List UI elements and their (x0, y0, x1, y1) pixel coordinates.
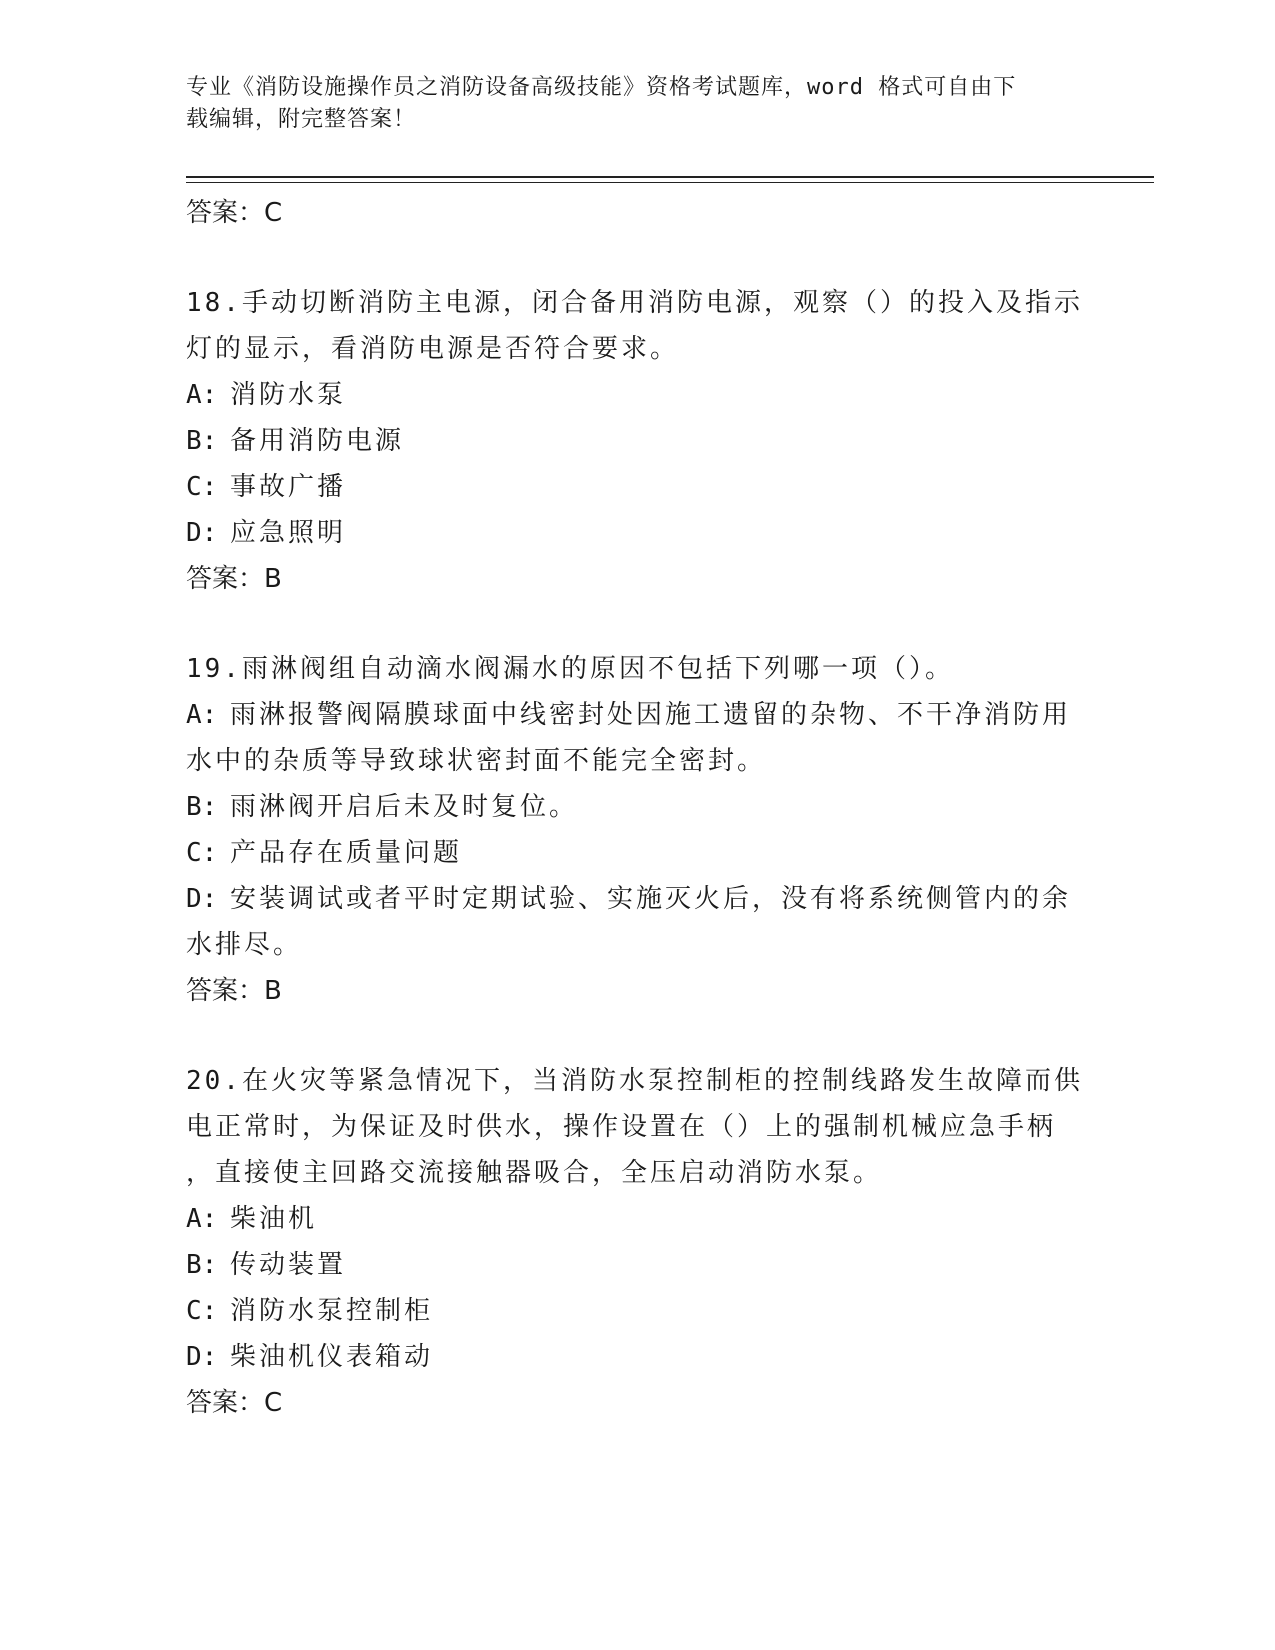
option-key: C: (186, 838, 218, 868)
option-c (186, 464, 1086, 510)
question-stem-line: 18.手动切断消防主电源，闭合备用消防电源，观察（）的投入及指示 (186, 288, 1083, 318)
option-key: B: (186, 426, 218, 456)
option-key: D: (186, 884, 218, 914)
page-header (186, 72, 1086, 136)
option-text: 雨淋阀开启后未及时复位。 (230, 792, 579, 822)
header-line-1: 专业《消防设施操作员之消防设备高级技能》资格考试题库，word 格式可自由下 (186, 75, 1017, 100)
option-continuation-line: 水中的杂质等导致球状密封面不能完全密封。 (186, 746, 767, 776)
option-text: 柴油机仪表箱动 (230, 1342, 434, 1372)
option-text: 安装调试或者平时定期试验、实施灭火后，没有将系统侧管内的余 (230, 884, 1072, 914)
question-block (186, 646, 1086, 1014)
option-key: B: (186, 1250, 218, 1280)
option-c (186, 1288, 1086, 1334)
option-key: C: (186, 472, 218, 502)
header-divider (186, 176, 1154, 183)
option-text: 产品存在质量问题 (230, 838, 463, 868)
option-d (186, 510, 1086, 556)
option-text: 事故广播 (230, 472, 347, 502)
option-key: A: (186, 380, 218, 410)
answer-line: 答案：C (186, 198, 283, 228)
option-d (186, 876, 1086, 922)
option-b (186, 784, 1086, 830)
option-key: A: (186, 700, 218, 730)
option-c (186, 830, 1086, 876)
option-text: 雨淋报警阀隔膜球面中线密封处因施工遗留的杂物、不干净消防用 (230, 700, 1072, 730)
option-a (186, 692, 1086, 738)
question-list (186, 190, 1086, 1426)
spacer (186, 602, 1086, 646)
question-stem-line: 20.在火灾等紧急情况下，当消防水泵控制柜的控制线路发生故障而供 (186, 1066, 1083, 1096)
option-a (186, 1196, 1086, 1242)
option-key: D: (186, 1342, 218, 1372)
option-text: 柴油机 (230, 1204, 318, 1234)
question-stem-line: 电正常时，为保证及时供水，操作设置在（）上的强制机械应急手柄 (186, 1112, 1057, 1142)
question-stem-line: 19.雨淋阀组自动滴水阀漏水的原因不包括下列哪一项（）。 (186, 654, 954, 684)
header-line-2: 载编辑，附完整答案！ (186, 107, 417, 132)
option-text: 应急照明 (230, 518, 347, 548)
option-b (186, 418, 1086, 464)
option-b (186, 1242, 1086, 1288)
answer-line: 答案：C (186, 1388, 283, 1418)
option-key: D: (186, 518, 218, 548)
option-key: B: (186, 792, 218, 822)
question-block (186, 1058, 1086, 1426)
option-a (186, 372, 1086, 418)
option-text: 备用消防电源 (230, 426, 405, 456)
question-stem-line: 灯的显示，看消防电源是否符合要求。 (186, 334, 680, 364)
question-stem-line: ，直接使主回路交流接触器吸合，全压启动消防水泵。 (186, 1158, 883, 1188)
answer-line: 答案：B (186, 564, 282, 594)
spacer (186, 236, 1086, 280)
option-d (186, 1334, 1086, 1380)
option-text: 传动装置 (230, 1250, 347, 1280)
option-key: A: (186, 1204, 218, 1234)
option-text: 消防水泵控制柜 (230, 1296, 434, 1326)
option-text: 消防水泵 (230, 380, 347, 410)
answer-line: 答案：B (186, 976, 282, 1006)
option-continuation-line: 水排尽。 (186, 930, 303, 960)
question-block (186, 280, 1086, 602)
option-key: C: (186, 1296, 218, 1326)
spacer (186, 1014, 1086, 1058)
